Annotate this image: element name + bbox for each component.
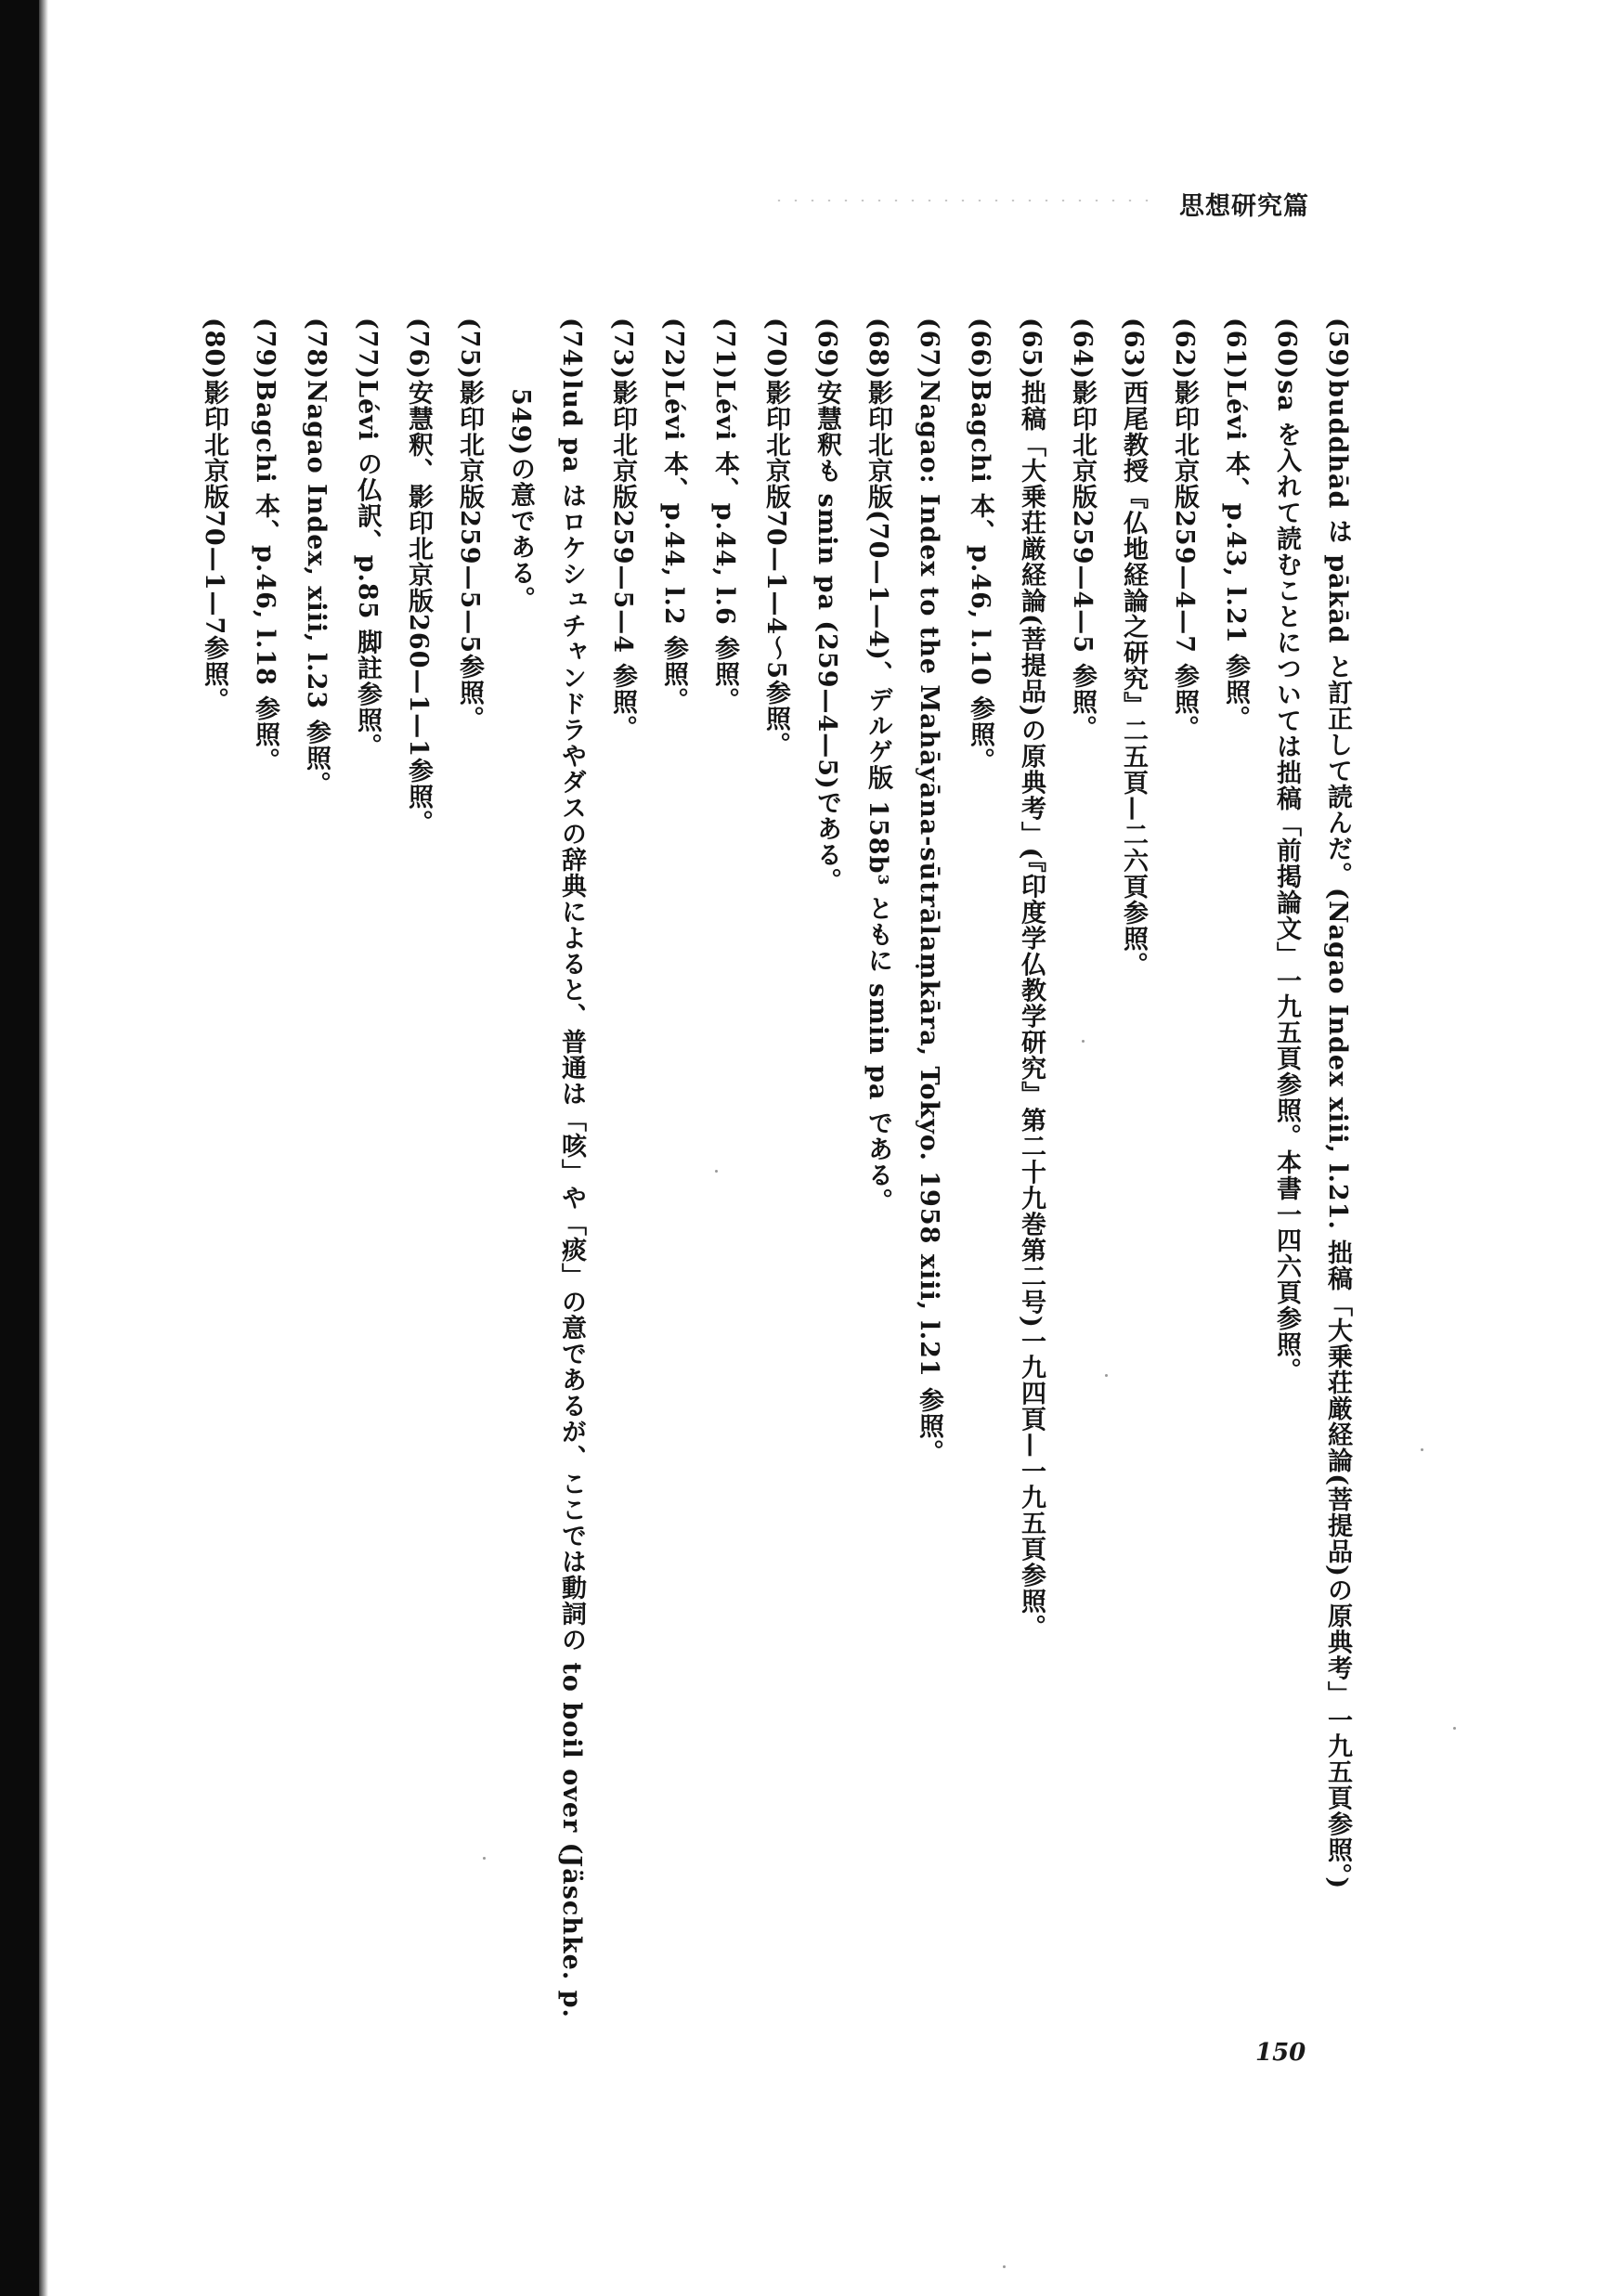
note-68: (68)影印北京版(70—1—4)、デルゲ版 158b³ ともに smin pa である。	[864, 318, 892, 1214]
scan-speck	[715, 1170, 718, 1173]
note-74-continuation: 549)の意である。	[506, 388, 535, 613]
note-75: (75)影印北京版259—5—5参照。	[455, 318, 484, 733]
binding-shadow	[0, 0, 39, 2296]
scan-speck	[483, 1857, 486, 1860]
note-73: (73)影印北京版259—5—4 参照。	[608, 318, 637, 742]
notes-block	[188, 318, 1363, 2018]
note-61: (61)Lévi 本、p.43, l.21 参照。	[1221, 318, 1250, 732]
note-64: (64)影印北京版259—4—5 参照。	[1068, 318, 1097, 742]
scan-speck	[1082, 1040, 1085, 1043]
scan-speck	[1453, 1727, 1456, 1730]
note-78: (78)Nagao Index, xiii, l.23 参照。	[302, 318, 331, 798]
note-59: (59)buddhād は pākād と訂正して読んだ。(Nagao Index xiii, l.21. 拙稿「大乗荘厳経論(菩提品)の原典考」一九五頁参照。)	[1323, 318, 1352, 1890]
header-noise	[771, 195, 1161, 206]
note-69: (69)安慧釈も smin pa (259—4—5)である。	[812, 318, 841, 894]
note-60: (60)sa を入れて読むことについては拙稿「前掲論文」一九五頁参照。本書一四六頁参照。	[1272, 318, 1301, 1384]
scan-speck	[1003, 2265, 1006, 2268]
note-74: (74)lud pa はロケシュチャンドラやダスの辞典によると、普通は「咳」や「痰」の意であるが、ここでは動詞の to boil over (Jäschke. p.	[557, 318, 586, 2018]
scan-speck	[1421, 1448, 1423, 1451]
note-65: (65)拙稿「大乗荘厳経論(菩提品)の原典考」(『印度学仏教学研究』第二十九巻第二号)一九四頁—一九五頁参照。	[1017, 318, 1046, 1641]
note-72: (72)Lévi 本、p.44, l.2 参照。	[659, 318, 688, 714]
note-76: (76)安慧釈、影印北京版260—1—1参照。	[404, 318, 433, 837]
scan-speck	[1105, 1374, 1108, 1377]
note-71: (71)Lévi 本、p.44, l.6 参照。	[710, 318, 739, 714]
note-70: (70)影印北京版70—1—4～5参照。	[761, 318, 790, 759]
note-77: (77)Lévi の仏訳、p.85 脚註参照。	[353, 318, 382, 759]
note-67: (67)Nagao: Index to the Mahāyāna-sūtrālaṃkāra, Tokyo. 1958 xiii, l.21 参照。	[915, 318, 943, 1466]
binding-edge	[39, 0, 48, 2296]
note-79: (79)Bagchi 本、p.46, l.18 参照。	[251, 318, 279, 774]
running-header: 思想研究篇	[1179, 192, 1309, 221]
note-66: (66)Bagchi 本、p.46, l.10 参照。	[966, 318, 994, 774]
note-62: (62)影印北京版259—4—7 参照。	[1170, 318, 1199, 742]
note-63: (63)西尾教授『仏地経論之研究』二五頁—二六頁参照。	[1119, 318, 1148, 979]
page-number: 150	[1255, 2039, 1306, 2067]
note-80: (80)影印北京版70—1—7参照。	[200, 318, 228, 714]
